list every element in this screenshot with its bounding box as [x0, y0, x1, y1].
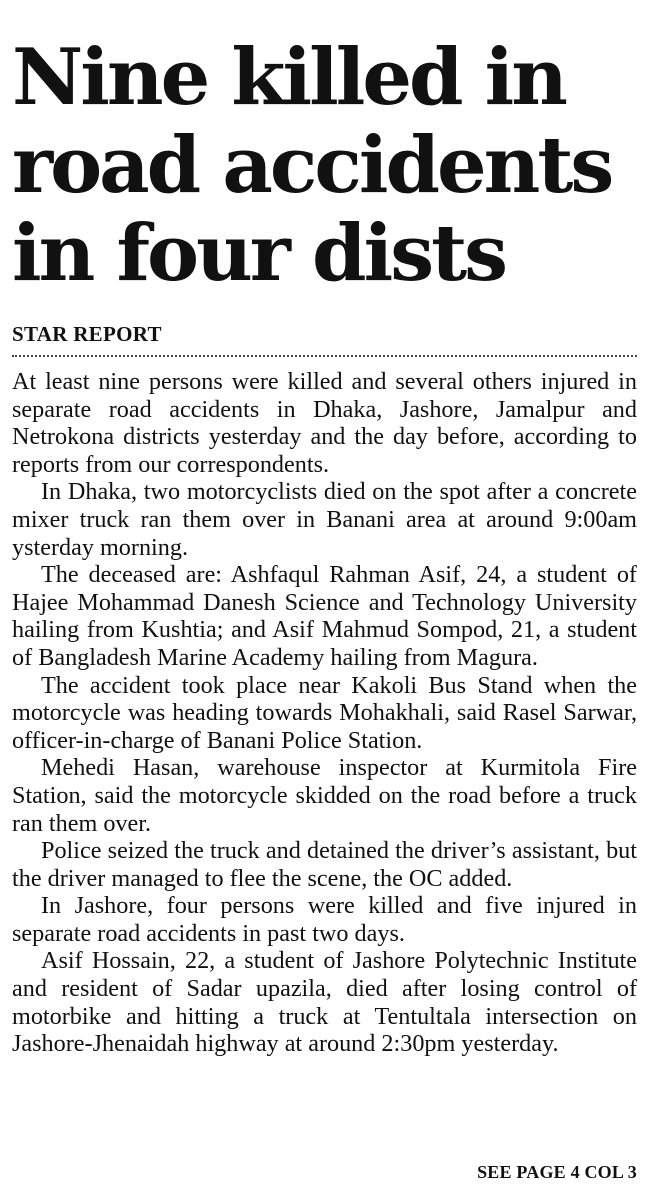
headline-line-1: Nine killed in: [12, 32, 566, 123]
paragraph-8: Asif Hossain, 22, a student of Jashore Polytechnic Institute and resident of Sadar upazila, died after losing control of motorbike and hitting a truck at Tentultala intersection on Jashore-Jhenaidah highway at around 2:30pm yesterday.: [12, 947, 637, 1058]
paragraph-7: In Jashore, four persons were killed and five injured in separate road accidents in past two days.: [12, 892, 637, 947]
paragraph-6: Police seized the truck and detained the driver’s assistant, but the driver managed to flee the scene, the OC added.: [12, 837, 637, 892]
byline: STAR REPORT: [12, 321, 637, 357]
paragraph-4: The accident took place near Kakoli Bus Stand when the motorcycle was heading towards Mohakhali, said Rasel Sarwar, officer-in-charge of Banani Police Station.: [12, 671, 637, 754]
article-body: [12, 368, 637, 1058]
news-article: [12, 34, 637, 1058]
headline: [12, 34, 637, 298]
paragraph-5: Mehedi Hasan, warehouse inspector at Kurmitola Fire Station, said the motorcycle skidded on the road before a truck ran them over.: [12, 754, 637, 837]
paragraph-2: In Dhaka, two motorcyclists died on the spot after a concrete mixer truck ran them over in Banani area at around 9:00am ysterday morning.: [12, 478, 637, 561]
headline-line-2: road accidents: [12, 120, 612, 211]
paragraph-3: The deceased are: Ashfaqul Rahman Asif, 24, a student of Hajee Mohammad Danesh Science and Technology University hailing from Kushtia; and Asif Mahmud Sompod, 21, a student of Bangladesh Marine Academy hailing from Magura.: [12, 561, 637, 671]
headline-line-3: in four dists: [12, 208, 506, 299]
paragraph-1: At least nine persons were killed and several others injured in separate road accidents in Dhaka, Jashore, Jamalpur and Netrokona districts yesterday and the day before, according to reports from our correspondents.: [12, 368, 637, 478]
continuation-jump-line: SEE PAGE 4 COL 3: [477, 1162, 637, 1182]
